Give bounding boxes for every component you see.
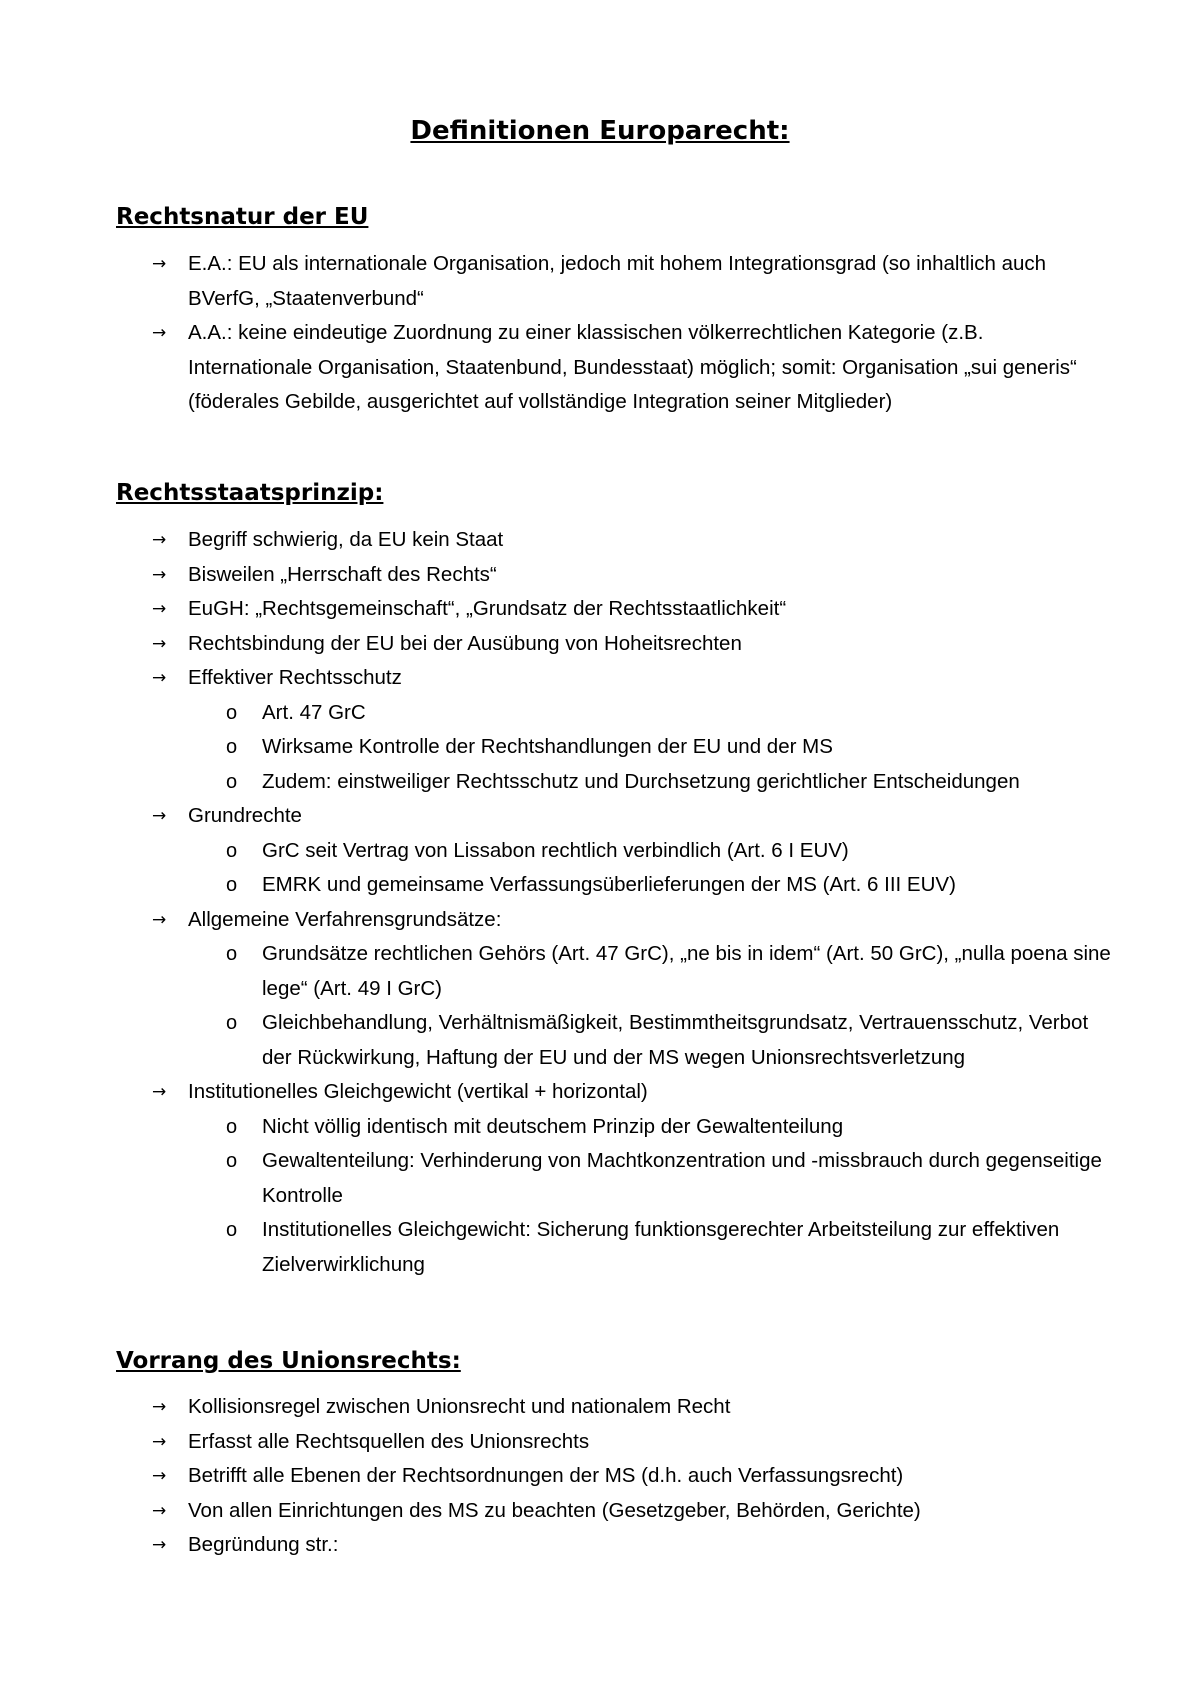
list-item-text: Grundrechte [188,804,302,827]
arrow-right-icon: → [152,668,167,688]
circle-bullet-icon: o [226,839,238,862]
section-list [0,523,1200,1282]
circle-bullet-icon: o [226,943,238,965]
list-item [0,523,1108,558]
arrow-right-icon: → [152,530,167,550]
list-item-text: Betrifft alle Ebenen der Rechtsordnungen der MS (d.h. auch Verfassungsrecht) [188,1464,904,1487]
sub-list-item [188,868,1122,903]
list-item [0,316,1108,420]
arrow-right-icon: → [152,1082,167,1102]
list-item [0,592,1108,627]
arrow-right-icon: → [152,1500,167,1521]
circle-bullet-icon: o [226,1219,238,1241]
arrow-right-icon: → [152,909,167,930]
sub-list [188,834,1108,903]
sub-list-item [188,937,1122,1006]
list-item-text: E.A.: EU als internationale Organisation, jedoch mit hohem Integrationsgrad (so inhaltlich auch BVerfG, „Staatenverbund“ [188,252,1047,310]
sub-list-item-text: Gleichbehandlung, Verhältnismäßigkeit, Bestimmtheitsgrundsatz, Vertrauensschutz, Verbot der Rückwirkung, Haftung der EU und der MS wegen Unionsrechtsverletzung [262,1011,1089,1069]
circle-bullet-icon: o [226,874,238,896]
sub-list-item [188,1144,1122,1213]
arrow-right-icon: → [152,633,167,654]
arrow-right-icon: → [152,1466,167,1486]
list-item [0,1528,1108,1563]
sub-list-item [188,834,1122,869]
list-item-text: Rechtsbindung der EU bei der Ausübung von Hoheitsrechten [188,631,742,655]
section-list [0,247,1200,420]
arrow-right-icon: → [152,1431,167,1452]
list-item-text: Von allen Einrichtungen des MS zu beachten (Gesetzgeber, Behörden, Gerichte) [188,1498,921,1522]
arrow-right-icon: → [152,1397,167,1417]
list-item [0,799,1108,903]
sub-list-item-text: Wirksame Kontrolle der Rechtshandlungen der EU und der MS [262,735,833,758]
list-item [0,627,1108,662]
sub-list-item [188,730,1122,765]
sub-list-item-text: Institutionelles Gleichgewicht: Sicherung funktionsgerechter Arbeitsteilung zur effektiven Zielverwirklichung [262,1218,1060,1276]
sub-list-item [188,1006,1122,1075]
list-item-text: A.A.: keine eindeutige Zuordnung zu einer klassischen völkerrechtlichen Kategorie (z.B. Internationale Organisation, Staatenbund, Bundesstaat) möglich; somit: Organisation „sui generis“ (föderales Gebilde, ausgerichtet auf vollständige Integration seiner Mitglieder) [188,321,1077,413]
list-item-text: Erfasst alle Rechtsquellen des Unionsrechts [188,1429,590,1453]
arrow-right-icon: → [152,323,167,343]
arrow-right-icon: → [152,1535,167,1555]
list-item [0,558,1108,593]
list-item [0,1075,1108,1282]
sub-list-item-text: GrC seit Vertrag von Lissabon rechtlich verbindlich (Art. 6 I EUV) [262,838,849,862]
arrow-right-icon: → [152,806,167,826]
list-item [0,1494,1108,1529]
sub-list [188,1110,1108,1283]
sub-list-item [188,1213,1122,1282]
list-item-text: Begründung str.: [188,1533,339,1556]
list-item [0,661,1108,799]
sub-list-item [188,1110,1122,1145]
sub-list-item-text: EMRK und gemeinsame Verfassungsüberlieferungen der MS (Art. 6 III EUV) [262,873,956,896]
arrow-right-icon: → [152,254,167,274]
section-heading: Vorrang des Unionsrechts: [116,1348,461,1374]
circle-bullet-icon: o [226,736,238,758]
circle-bullet-icon: o [226,701,238,724]
section-list [0,1390,1200,1563]
sub-list-item-text: Gewaltenteilung: Verhinderung von Machtkonzentration und -missbrauch durch gegenseitige Kontrolle [262,1149,1102,1207]
list-item-text: Kollisionsregel zwischen Unionsrecht und nationalem Recht [188,1395,731,1418]
list-item-text: EuGH: „Rechtsgemeinschaft“, „Grundsatz der Rechtsstaatlichkeit“ [188,597,787,620]
list-item-text: Begriff schwierig, da EU kein Staat [188,528,504,551]
document-title: Definitionen Europarecht: [410,116,790,146]
list-item [0,247,1108,316]
arrow-right-icon: → [152,564,167,585]
list-item-text: Effektiver Rechtsschutz [188,666,402,689]
section-heading: Rechtsnatur der EU [116,204,369,230]
circle-bullet-icon: o [226,1012,238,1034]
sub-list [188,937,1111,1075]
sub-list-item-text: Grundsätze rechtlichen Gehörs (Art. 47 GrC), „ne bis in idem“ (Art. 50 GrC), „nulla poena sine lege“ (Art. 49 I GrC) [262,942,1111,1000]
list-item-text: Institutionelles Gleichgewicht (vertikal + horizontal) [188,1080,648,1103]
sub-list [188,696,1108,800]
list-item [0,903,1111,1076]
sub-list-item-text: Art. 47 GrC [262,700,366,724]
list-item-text: Bisweilen „Herrschaft des Rechts“ [188,562,497,586]
list-item [0,1425,1108,1460]
sub-list-item-text: Zudem: einstweiliger Rechtsschutz und Durchsetzung gerichtlicher Entscheidungen [262,769,1020,793]
circle-bullet-icon: o [226,1150,238,1172]
circle-bullet-icon: o [226,1115,238,1138]
list-item [0,1459,1108,1494]
circle-bullet-icon: o [226,770,238,793]
sub-list-item [188,765,1122,800]
section-heading: Rechtsstaatsprinzip: [116,480,384,506]
sub-list-item-text: Nicht völlig identisch mit deutschem Prinzip der Gewaltenteilung [262,1114,844,1138]
list-item-text: Allgemeine Verfahrensgrundsätze: [188,907,502,931]
list-item [0,1390,1108,1425]
arrow-right-icon: → [152,599,167,619]
sub-list-item [188,696,1122,731]
